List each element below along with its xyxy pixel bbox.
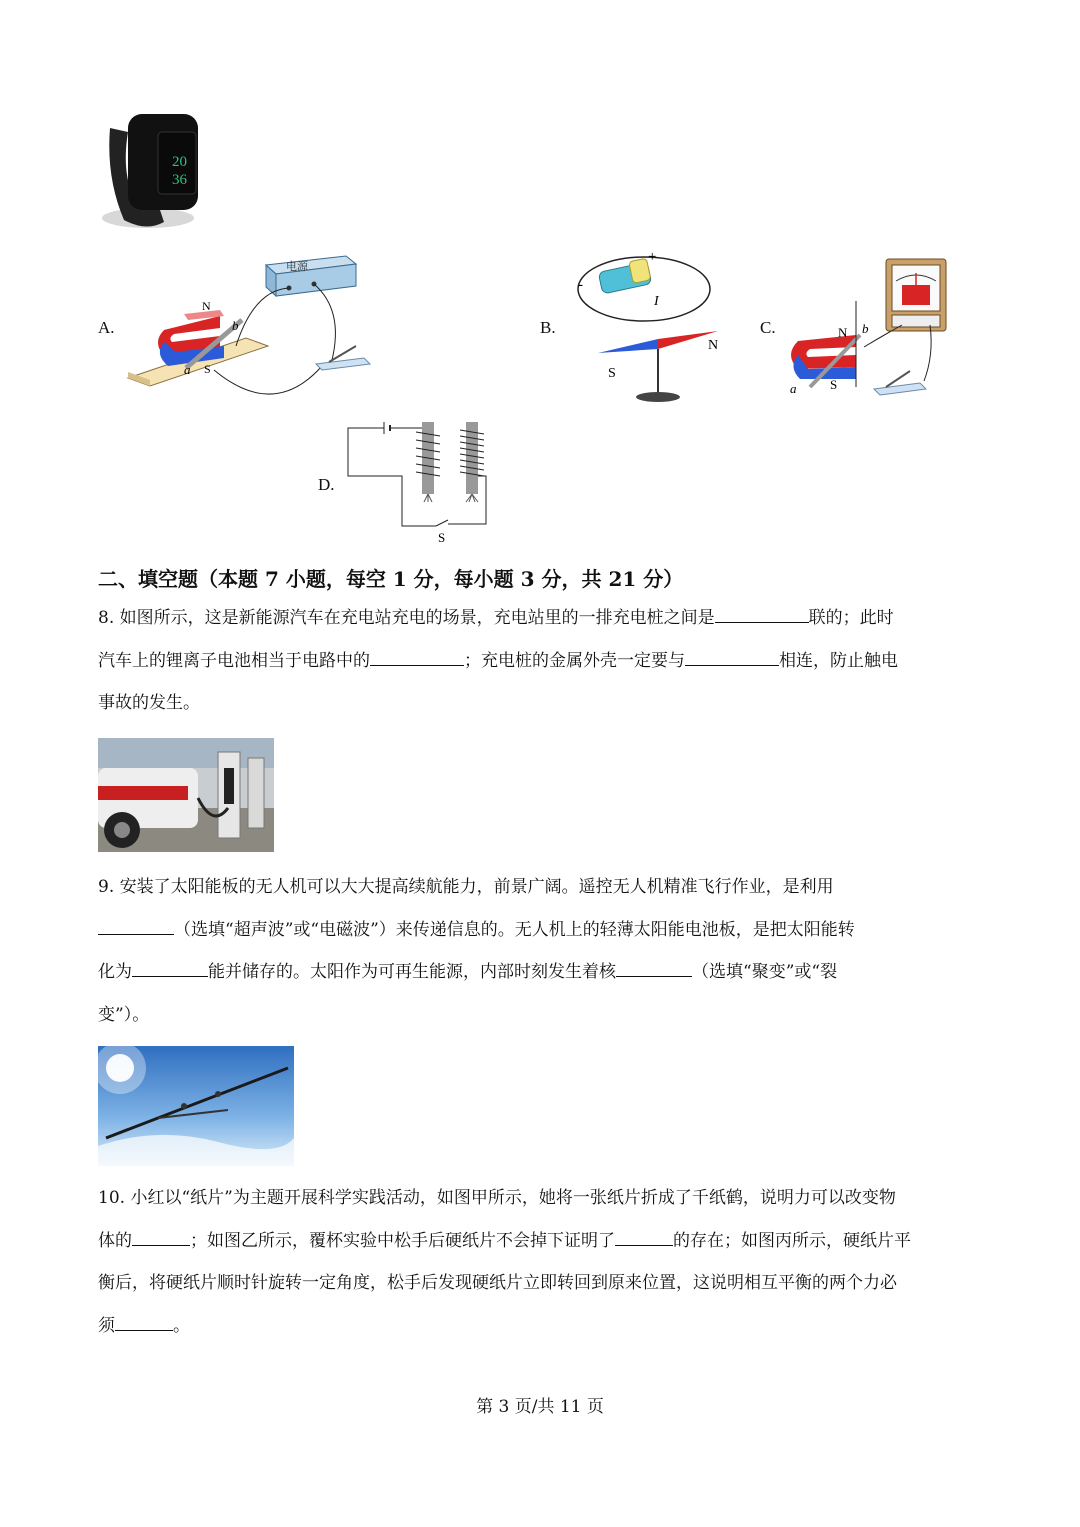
band-time-minute: 36 (172, 172, 187, 188)
knife-switch-c (874, 371, 926, 395)
fitness-band-image (98, 108, 204, 236)
q9-text-4: 能并储存的。太阳作为可再生能源，内部时刻发生着核 (208, 962, 616, 982)
charging-station-photo (98, 738, 274, 852)
option-b-figure (568, 245, 738, 410)
q9-text-1: 9. 安装了太阳能板的无人机可以大大提高续航能力，前景广阔。遥控无人机精准飞行作业，是利用 (98, 877, 834, 897)
battery-minus-label: - (578, 277, 583, 293)
question-8 (98, 597, 988, 725)
north-label-b-south: S (608, 366, 616, 381)
option-c-figure (784, 255, 952, 403)
section-title: 二、填空题（本题 7 小题，每空 1 分，每小题 3 分，共 21 分） (98, 567, 684, 591)
battery-plus-label: + (648, 249, 657, 265)
q8-text-4: ；充电桩的金属外壳一定要与 (464, 650, 685, 671)
q10-blank-1[interactable] (132, 1227, 190, 1246)
end-a-label: a (184, 362, 191, 377)
q10-text-6: 须 (98, 1315, 115, 1336)
q8-text-6: 事故的发生。 (98, 693, 200, 713)
q10-text-7: 。 (173, 1315, 190, 1336)
switch-label-d: S (438, 530, 446, 545)
q9-text-2: （选填“超声波”或“电磁波”）来传递信息的。无人机上的轻薄太阳能电池板，是把太阳能转 (174, 919, 855, 940)
q10-text-5: 衡后，将硬纸片顺时针旋转一定角度，松手后发现硬纸片立即转回到原来位置，这说明相互平衡的两个力必 (98, 1273, 897, 1293)
q9-text-5: （选填“聚变”或“裂 (692, 962, 838, 982)
option-a-figure (124, 250, 374, 405)
q9-blank-1[interactable] (98, 916, 174, 935)
end-a-label-c: a (790, 381, 797, 396)
north-label-c: N (838, 325, 848, 340)
option-c-label: C. (760, 318, 776, 337)
option-b-label: B. (540, 318, 556, 337)
option-d-figure (344, 418, 494, 546)
power-supply-label: 电源 (286, 261, 308, 273)
horseshoe-magnet (158, 310, 224, 366)
q9-text-3: 化为 (98, 962, 132, 982)
current-label: I (654, 294, 659, 309)
q8-blank-2[interactable] (370, 647, 464, 666)
battery-cell (598, 258, 651, 294)
q9-blank-2[interactable] (132, 958, 208, 977)
solar-drone-photo (98, 1046, 294, 1166)
end-b-label: b (232, 318, 239, 333)
q10-text-4: 的存在；如图丙所示，硬纸片平 (673, 1230, 911, 1251)
option-d-label: D. (318, 475, 335, 494)
q8-text-2: 联的；此时 (808, 608, 894, 628)
q10-text-1: 10. 小红以“纸片”为主题开展科学实践活动，如图甲所示，她将一张纸片折成了千纸鹤，说明力可以改变物 (98, 1188, 896, 1208)
band-time-hour: 20 (172, 154, 187, 170)
knife-switch-a (316, 346, 370, 370)
end-b-label-c: b (862, 321, 869, 336)
q8-text-5: 相连，防止触电 (779, 650, 898, 671)
q8-text-3: 汽车上的锂离子电池相当于电路中的 (98, 650, 370, 671)
galvanometer (886, 259, 946, 331)
south-label-a: S (204, 362, 211, 376)
electromagnet-left (416, 422, 440, 494)
electromagnet-right (460, 422, 484, 494)
page-footer: 第 3 页/共 11 页 (476, 1397, 604, 1417)
q8-blank-1[interactable] (715, 604, 809, 623)
q8-blank-3[interactable] (685, 647, 779, 666)
q9-text-6: 变”）。 (98, 1004, 150, 1025)
q10-text-2: 体的 (98, 1230, 132, 1251)
question-10 (98, 1177, 988, 1347)
north-label-b: N (708, 338, 719, 353)
q9-blank-3[interactable] (616, 958, 692, 977)
q10-text-3: ；如图乙所示，覆杯实验中松手后硬纸片不会掉下证明了 (190, 1230, 615, 1251)
south-label-c: S (830, 377, 838, 392)
q10-blank-3[interactable] (115, 1312, 173, 1331)
compass-needle (598, 331, 718, 402)
option-a-label: A. (98, 318, 115, 337)
q8-text-1: 8. 如图所示，这是新能源汽车在充电站充电的场景，充电站里的一排充电桩之间是 (98, 608, 715, 628)
question-9 (98, 866, 988, 1036)
north-label-a: N (202, 299, 211, 313)
q10-blank-2[interactable] (615, 1227, 673, 1246)
